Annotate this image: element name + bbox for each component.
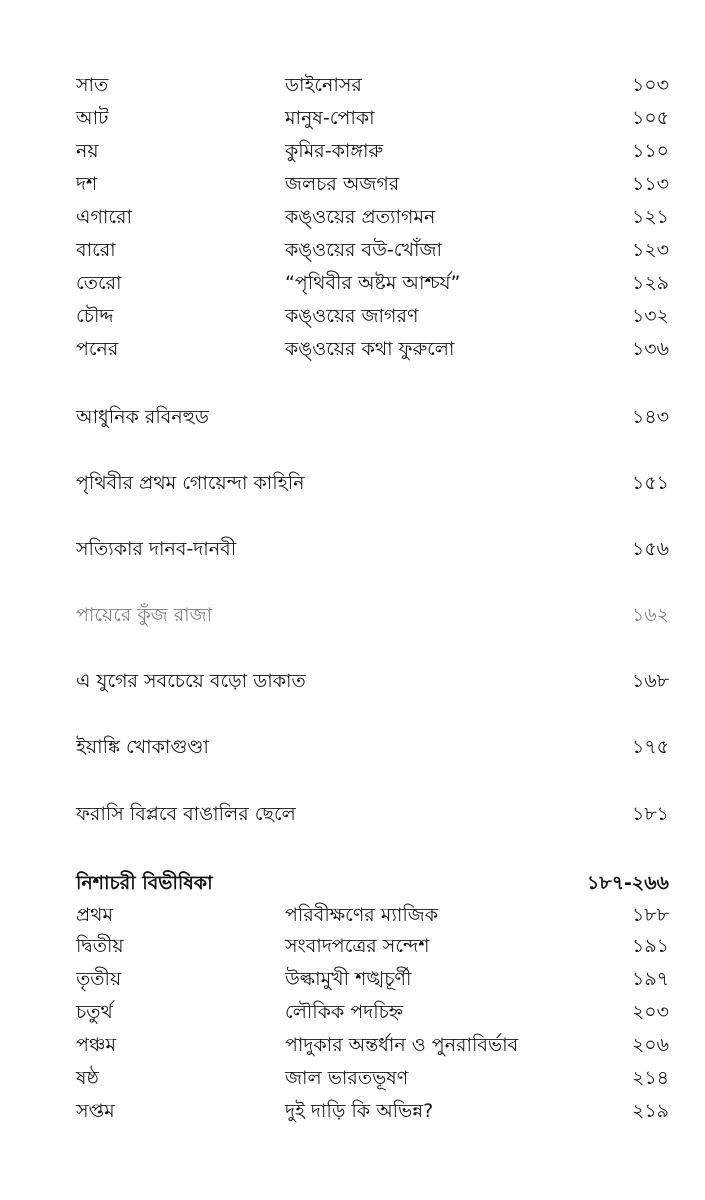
toc-story-entry	[0, 730, 705, 764]
chapter-number: তেরো	[76, 272, 122, 294]
chapter-title: উল্কামুখী শঙ্খচূর্ণী	[285, 968, 412, 990]
page-number: ১১৩	[631, 173, 669, 195]
page-number: ২১৯	[631, 1100, 669, 1122]
toc-entry	[0, 68, 705, 102]
toc-entry	[0, 233, 705, 267]
page-number: ১২১	[631, 206, 669, 228]
chapter-number: নয়	[76, 140, 99, 162]
toc-story-entry	[0, 466, 705, 500]
toc-entry	[0, 200, 705, 234]
toc-entry	[0, 1094, 705, 1128]
toc-story-entry	[0, 400, 705, 434]
page-number: ১০৩	[631, 74, 669, 96]
chapter-number: চতুর্থ	[76, 1001, 113, 1023]
story-title: পৃথিবীর প্রথম গোয়েন্দা কাহিনি	[76, 472, 305, 494]
story-title: এ যুগের সবচেয়ে বড়ো ডাকাত	[76, 670, 306, 692]
chapter-title: কঙ্ওয়ের বউ-খোঁজা	[285, 239, 442, 261]
chapter-title: “পৃথিবীর অষ্টম আশ্চর্য”	[285, 272, 461, 294]
toc-story-entry	[0, 664, 705, 698]
chapter-number: প্রথম	[76, 904, 114, 926]
toc-entry	[0, 332, 705, 366]
toc-entry	[0, 929, 705, 963]
toc-story-entry	[0, 532, 705, 566]
page-number: ১২৩	[631, 239, 669, 261]
page-number: ১৪৩	[631, 406, 669, 428]
page-number: ১৮১	[632, 803, 669, 825]
toc-entry	[0, 167, 705, 201]
toc-story-entry	[0, 598, 705, 632]
page-number: ১৬৮	[631, 670, 669, 692]
page-number: ১৯১	[632, 935, 669, 957]
chapter-number: আট	[76, 107, 109, 129]
toc-entry	[0, 299, 705, 333]
chapter-title: ডাইনোসর	[285, 74, 362, 96]
chapter-number: দশ	[76, 173, 98, 195]
chapter-number: সাত	[76, 74, 109, 96]
chapter-number: তৃতীয়	[76, 968, 122, 990]
page-number: ১৯৭	[631, 968, 669, 990]
page-number: ১৩৬	[631, 338, 669, 360]
toc-entry	[0, 1028, 705, 1062]
chapter-number: চৌদ্দ	[76, 305, 114, 327]
page-number: ২০৩	[631, 1001, 669, 1023]
story-title: ইয়াঙ্কি খোকাগুণ্ডা	[76, 736, 209, 758]
section-heading	[0, 866, 705, 900]
chapter-number: পঞ্চম	[76, 1034, 117, 1056]
chapter-title: মানুষ-পোকা	[285, 107, 375, 129]
toc-entry	[0, 134, 705, 168]
toc-entry	[0, 101, 705, 135]
chapter-number: ষষ্ঠ	[76, 1067, 99, 1089]
story-title: ফরাসি বিপ্লবে বাঙালির ছেলে	[76, 803, 296, 825]
page-number: ১৫১	[632, 472, 669, 494]
toc-entry	[0, 266, 705, 300]
chapter-number: এগারো	[76, 206, 133, 228]
chapter-title: দুই দাড়ি কি অভিন্ন?	[285, 1100, 434, 1122]
chapter-number: সপ্তম	[76, 1100, 115, 1122]
section-page-range: ১৮৭-২৬৬	[587, 872, 669, 894]
chapter-title: লৌকিক পদচিহ্ন	[285, 1001, 404, 1023]
toc-entry	[0, 962, 705, 996]
toc-entry	[0, 1061, 705, 1095]
story-title: সত্যিকার দানব-দানবী	[76, 538, 237, 560]
page-number: ১৬২	[631, 604, 669, 626]
chapter-number: বারো	[76, 239, 116, 261]
chapter-title: পরিবীক্ষণের ম্যাজিক	[285, 904, 439, 926]
chapter-title: পাদুকার অন্তর্ধান ও পুনরাবির্ভাব	[285, 1034, 519, 1056]
page-number: ১১০	[631, 140, 669, 162]
chapter-title: কুমির-কাঙ্গারু	[285, 140, 384, 162]
page-number: ২১৪	[631, 1067, 669, 1089]
chapter-title: কঙ্ওয়ের কথা ফুরুলো	[285, 338, 455, 360]
page-number: ১২৯	[631, 272, 669, 294]
page-number: ১৭৫	[631, 736, 669, 758]
chapter-title: সংবাদপত্রের সন্দেশ	[285, 935, 430, 957]
story-title: পায়েরে কুঁজ রাজা	[76, 604, 213, 626]
page-number: ১৫৬	[631, 538, 669, 560]
story-title: আধুনিক রবিনহুড	[76, 406, 209, 428]
page-number: ২০৬	[631, 1034, 669, 1056]
page-number: ১৮৮	[632, 904, 669, 926]
page-number: ১৩২	[631, 305, 669, 327]
chapter-title: কঙ্ওয়ের প্রত্যাগমন	[285, 206, 436, 228]
toc-story-entry	[0, 797, 705, 831]
page-number: ১০৫	[631, 107, 669, 129]
chapter-number: দ্বিতীয়	[76, 935, 124, 957]
section-title: নিশাচরী বিভীষিকা	[76, 872, 213, 894]
chapter-title: জলচর অজগর	[285, 173, 400, 195]
chapter-title: কঙ্ওয়ের জাগরণ	[285, 305, 419, 327]
toc-entry	[0, 995, 705, 1029]
chapter-number: পনের	[76, 338, 119, 360]
toc-entry	[0, 898, 705, 932]
chapter-title: জাল ভারতভূষণ	[285, 1067, 409, 1089]
